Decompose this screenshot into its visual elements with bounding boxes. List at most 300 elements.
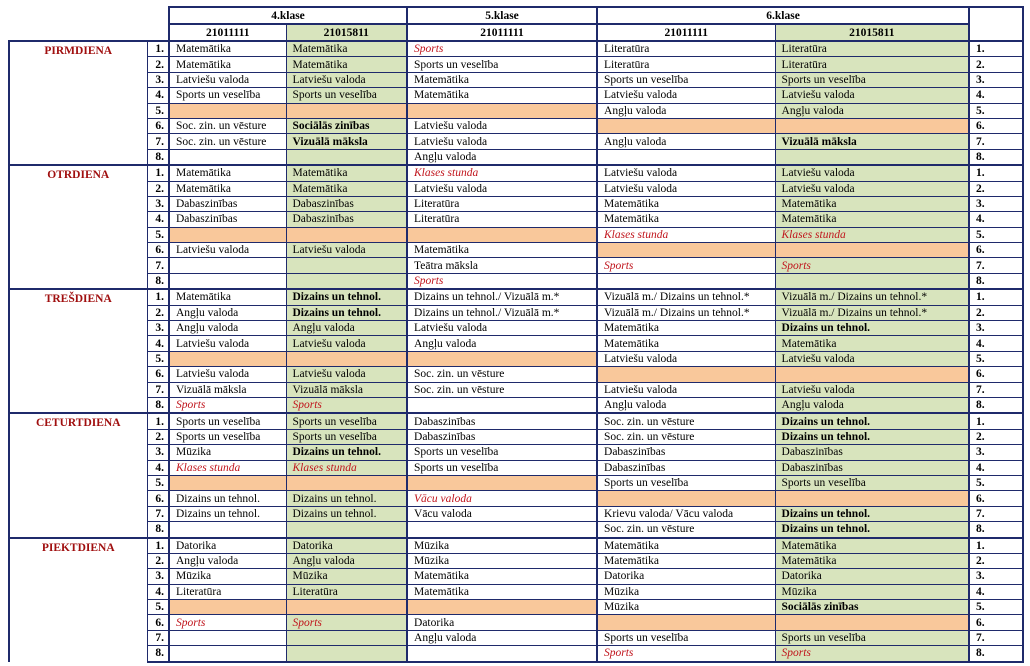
- lesson-cell: [286, 600, 407, 615]
- lesson-cell: [286, 305, 407, 320]
- lesson-cell: Matemātika: [775, 212, 969, 227]
- lesson-cell: Mūzika: [286, 569, 407, 584]
- lesson-number-right: 4.: [969, 88, 1023, 103]
- lesson-cell: Angļu valoda: [597, 103, 775, 118]
- lesson-row: [9, 646, 1023, 662]
- lesson-number-right: 1.: [969, 413, 1023, 429]
- lesson-cell: [286, 258, 407, 273]
- lesson-number-right: 4.: [969, 336, 1023, 351]
- lesson-cell: Dabaszinības: [775, 445, 969, 460]
- lesson-number-right: 5.: [969, 475, 1023, 490]
- lesson-row: [9, 41, 1023, 57]
- lesson-cell: Matemātika: [597, 196, 775, 211]
- bold-subject: Dizains un tehnol.: [781, 430, 871, 443]
- lesson-cell: Dizains un tehnol.: [169, 506, 286, 521]
- lesson-cell: Angļu valoda: [169, 305, 286, 320]
- lesson-cell: Vizuālā māksla: [169, 382, 286, 397]
- lesson-cell: Dabaszinības: [597, 460, 775, 475]
- lesson-number-right: 2.: [969, 429, 1023, 444]
- lesson-row: [9, 134, 1023, 149]
- lesson-cell: Literatūra: [407, 212, 597, 227]
- bold-subject: Dizains un tehnol.: [781, 415, 871, 428]
- lesson-row: [9, 273, 1023, 289]
- lesson-number-right: 1.: [969, 289, 1023, 305]
- lesson-number-right: 3.: [969, 445, 1023, 460]
- lesson-cell: Latviešu valoda: [407, 118, 597, 133]
- lesson-cell: Latviešu valoda: [775, 165, 969, 181]
- lesson-cell: Sports un veselība: [597, 630, 775, 645]
- lesson-number: 2.: [147, 57, 169, 72]
- lesson-number: 6.: [147, 118, 169, 133]
- lesson-cell: Latviešu valoda: [597, 165, 775, 181]
- lesson-cell: Matemātika: [775, 196, 969, 211]
- lesson-cell: Angļu valoda: [407, 149, 597, 165]
- lesson-cell: [775, 522, 969, 538]
- lesson-number: 2.: [147, 429, 169, 444]
- lesson-cell: Matemātika: [775, 538, 969, 554]
- lesson-number-right: 1.: [969, 165, 1023, 181]
- lesson-cell: Sports un veselība: [775, 72, 969, 87]
- lesson-number-right: 7.: [969, 506, 1023, 521]
- lesson-cell: [775, 491, 969, 506]
- lesson-cell: [169, 600, 286, 615]
- header-spacer: [9, 7, 147, 24]
- lesson-cell: [597, 367, 775, 382]
- lesson-cell: Matemātika: [597, 336, 775, 351]
- lesson-cell: Matemātika: [775, 553, 969, 568]
- lesson-row: [9, 57, 1023, 72]
- lesson-cell: Sports un veselība: [775, 630, 969, 645]
- lesson-number: 8.: [147, 149, 169, 165]
- lesson-cell: Literatūra: [407, 196, 597, 211]
- lesson-number-right: 1.: [969, 538, 1023, 554]
- lesson-cell: Vācu valoda: [407, 506, 597, 521]
- lesson-number-right: 2.: [969, 305, 1023, 320]
- lesson-row: [9, 491, 1023, 506]
- lesson-cell: [407, 165, 597, 181]
- lesson-cell: Soc. zin. un vēsture: [169, 134, 286, 149]
- lesson-cell: [169, 522, 286, 538]
- highlighted-subject: Sports: [176, 399, 206, 412]
- lesson-cell: [775, 367, 969, 382]
- lesson-cell: Teātra māksla: [407, 258, 597, 273]
- lesson-cell: [286, 615, 407, 630]
- lesson-number-right: 6.: [969, 367, 1023, 382]
- lesson-cell: [407, 273, 597, 289]
- lesson-row: [9, 460, 1023, 475]
- lesson-cell: Latviešu valoda: [597, 181, 775, 196]
- bold-subject: Dizains un tehnol.: [781, 322, 871, 335]
- lesson-number-right: 4.: [969, 460, 1023, 475]
- lesson-number: 5.: [147, 600, 169, 615]
- bold-subject: Vizuālā māksla: [781, 135, 857, 148]
- lesson-cell: Matemātika: [169, 181, 286, 196]
- lesson-cell: Sports un veselība: [775, 475, 969, 490]
- lesson-cell: Dizains un tehnol.: [286, 506, 407, 521]
- lesson-cell: Literatūra: [169, 584, 286, 599]
- lesson-cell: [775, 321, 969, 336]
- lesson-cell: [597, 615, 775, 630]
- class-4-header: 4.klase: [169, 7, 407, 24]
- lesson-number: 5.: [147, 103, 169, 118]
- lesson-number-right: 7.: [969, 382, 1023, 397]
- lesson-cell: Latviešu valoda: [286, 72, 407, 87]
- lesson-row: [9, 258, 1023, 273]
- lesson-number: 3.: [147, 196, 169, 211]
- lesson-cell: Sports un veselība: [407, 57, 597, 72]
- lesson-cell: Matemātika: [597, 553, 775, 568]
- lesson-row: [9, 196, 1023, 211]
- lesson-cell: [169, 397, 286, 413]
- lesson-row: [9, 367, 1023, 382]
- lesson-cell: [286, 445, 407, 460]
- lesson-cell: [407, 41, 597, 57]
- lesson-cell: [286, 227, 407, 242]
- lesson-cell: [775, 149, 969, 165]
- lesson-number: 2.: [147, 181, 169, 196]
- lesson-cell: [775, 646, 969, 662]
- highlighted-subject: Vācu valoda: [414, 492, 472, 505]
- bold-subject: Dizains un tehnol.: [292, 291, 382, 304]
- lesson-cell: [169, 630, 286, 645]
- lesson-cell: [286, 646, 407, 662]
- lesson-row: [9, 382, 1023, 397]
- lesson-number-right: 8.: [969, 522, 1023, 538]
- highlighted-subject: Klases stunda: [292, 461, 357, 474]
- lesson-cell: Vizuālā m./ Dizains un tehnol.*: [775, 289, 969, 305]
- lesson-cell: Angļu valoda: [775, 103, 969, 118]
- lesson-cell: [169, 273, 286, 289]
- lesson-cell: [775, 506, 969, 521]
- lesson-number-right: 6.: [969, 118, 1023, 133]
- lesson-cell: [286, 103, 407, 118]
- lesson-cell: Latviešu valoda: [407, 134, 597, 149]
- lesson-cell: Sports un veselība: [286, 429, 407, 444]
- lesson-cell: Datorika: [407, 615, 597, 630]
- lesson-number: 8.: [147, 273, 169, 289]
- lesson-cell: Dabaszinības: [407, 413, 597, 429]
- lesson-cell: [286, 460, 407, 475]
- lesson-number: 1.: [147, 413, 169, 429]
- lesson-cell: Matemātika: [169, 57, 286, 72]
- lesson-cell: Matemātika: [597, 212, 775, 227]
- lesson-row: [9, 88, 1023, 103]
- lesson-cell: Angļu valoda: [775, 397, 969, 413]
- lesson-row: [9, 351, 1023, 366]
- lesson-number: 5.: [147, 475, 169, 490]
- lesson-number: 5.: [147, 351, 169, 366]
- lesson-row: [9, 522, 1023, 538]
- class-header-row: [9, 7, 1023, 24]
- lesson-number-right: 6.: [969, 615, 1023, 630]
- lesson-cell: Sports un veselība: [286, 88, 407, 103]
- lesson-number-right: 3.: [969, 569, 1023, 584]
- lesson-number-right: 3.: [969, 72, 1023, 87]
- bold-subject: Dizains un tehnol.: [292, 446, 382, 459]
- lesson-row: [9, 475, 1023, 490]
- schedule-table: [8, 6, 1022, 663]
- class-6-header: 6.klase: [597, 7, 969, 24]
- lesson-row: [9, 615, 1023, 630]
- lesson-cell: Soc. zin. un vēsture: [597, 429, 775, 444]
- lesson-cell: [775, 227, 969, 242]
- lesson-cell: [407, 475, 597, 490]
- timetable: [8, 6, 1024, 663]
- lesson-row: [9, 149, 1023, 165]
- highlighted-subject: Sports: [414, 275, 444, 288]
- lesson-cell: Matemātika: [169, 289, 286, 305]
- lesson-cell: Sports un veselība: [407, 460, 597, 475]
- lesson-number: 6.: [147, 491, 169, 506]
- lesson-cell: Matemātika: [169, 41, 286, 57]
- day-label: OTRDIENA: [9, 165, 147, 289]
- lesson-number: 7.: [147, 506, 169, 521]
- lesson-number: 4.: [147, 212, 169, 227]
- lesson-cell: [286, 273, 407, 289]
- lesson-cell: [286, 351, 407, 366]
- highlighted-subject: Sports: [781, 259, 811, 272]
- lesson-cell: Latviešu valoda: [169, 367, 286, 382]
- lesson-number: 3.: [147, 321, 169, 336]
- lesson-number: 4.: [147, 460, 169, 475]
- lesson-cell: Sports un veselība: [169, 88, 286, 103]
- lesson-row: [9, 397, 1023, 413]
- lesson-cell: Vizuālā māksla: [286, 382, 407, 397]
- highlighted-subject: Sports: [176, 616, 206, 629]
- highlighted-subject: Sports: [292, 616, 322, 629]
- lesson-cell: Angļu valoda: [286, 321, 407, 336]
- lesson-row: [9, 584, 1023, 599]
- lesson-cell: [407, 227, 597, 242]
- lesson-cell: [597, 227, 775, 242]
- highlighted-subject: Klases stunda: [176, 461, 241, 474]
- lesson-cell: Sports un veselība: [597, 72, 775, 87]
- lesson-cell: [775, 600, 969, 615]
- group-code-4a: 21011111: [169, 24, 286, 41]
- highlighted-subject: Sports: [414, 43, 444, 56]
- lesson-number-right: 2.: [969, 181, 1023, 196]
- lesson-cell: [407, 103, 597, 118]
- lesson-cell: Matemātika: [407, 72, 597, 87]
- lesson-cell: Dabaszinības: [169, 196, 286, 211]
- lesson-cell: Angļu valoda: [407, 630, 597, 645]
- day-label: PIEKTDIENA: [9, 538, 147, 662]
- lesson-cell: Sports un veselība: [169, 429, 286, 444]
- lesson-cell: [597, 273, 775, 289]
- lesson-row: [9, 538, 1023, 554]
- lesson-row: [9, 630, 1023, 645]
- lesson-cell: Latviešu valoda: [286, 336, 407, 351]
- lesson-cell: [169, 615, 286, 630]
- lesson-number: 8.: [147, 522, 169, 538]
- lesson-number: 1.: [147, 538, 169, 554]
- lesson-cell: [286, 289, 407, 305]
- lesson-cell: Dabaszinības: [286, 196, 407, 211]
- lesson-row: [9, 305, 1023, 320]
- lesson-cell: Matemātika: [597, 538, 775, 554]
- lesson-cell: [775, 243, 969, 258]
- lesson-number: 8.: [147, 397, 169, 413]
- lesson-cell: Matemātika: [407, 243, 597, 258]
- lesson-number: 6.: [147, 243, 169, 258]
- lesson-cell: Latviešu valoda: [775, 181, 969, 196]
- highlighted-subject: Sports: [781, 647, 811, 660]
- lesson-cell: [286, 475, 407, 490]
- lesson-cell: Datorika: [775, 569, 969, 584]
- lesson-number-right: 8.: [969, 273, 1023, 289]
- lesson-number: 5.: [147, 227, 169, 242]
- lesson-cell: [775, 118, 969, 133]
- lesson-row: [9, 103, 1023, 118]
- lesson-cell: [286, 397, 407, 413]
- lesson-number-right: 7.: [969, 134, 1023, 149]
- lesson-cell: [286, 149, 407, 165]
- lesson-cell: [407, 600, 597, 615]
- lesson-row: [9, 506, 1023, 521]
- lesson-cell: Angļu valoda: [169, 553, 286, 568]
- lesson-number-right: 5.: [969, 600, 1023, 615]
- lesson-cell: Latviešu valoda: [169, 243, 286, 258]
- lesson-cell: Mūzika: [407, 538, 597, 554]
- lesson-cell: Latviešu valoda: [169, 72, 286, 87]
- lesson-number: 7.: [147, 630, 169, 645]
- lesson-cell: Dizains un tehnol.: [286, 491, 407, 506]
- lesson-cell: Latviešu valoda: [597, 88, 775, 103]
- lesson-cell: Matemātika: [169, 165, 286, 181]
- highlighted-subject: Sports: [604, 647, 634, 660]
- lesson-cell: Datorika: [286, 538, 407, 554]
- lesson-cell: Literatūra: [597, 57, 775, 72]
- lesson-cell: [407, 522, 597, 538]
- lesson-cell: Matemātika: [407, 584, 597, 599]
- lesson-cell: Dabaszinības: [597, 445, 775, 460]
- lesson-row: [9, 321, 1023, 336]
- lesson-cell: Mūzika: [169, 445, 286, 460]
- header-spacer: [147, 24, 169, 41]
- lesson-cell: Datorika: [597, 569, 775, 584]
- lesson-number: 3.: [147, 445, 169, 460]
- bold-subject: Sociālās zinības: [292, 120, 370, 133]
- lesson-number-right: 3.: [969, 196, 1023, 211]
- lesson-number-right: 8.: [969, 397, 1023, 413]
- lesson-number-right: 8.: [969, 149, 1023, 165]
- lesson-cell: [286, 118, 407, 133]
- lesson-cell: [775, 134, 969, 149]
- lesson-cell: Mūzika: [169, 569, 286, 584]
- group-code-5: 21011111: [407, 24, 597, 41]
- lesson-cell: Vizuālā m./ Dizains un tehnol.*: [597, 305, 775, 320]
- day-label: CETURTDIENA: [9, 413, 147, 537]
- lesson-cell: Mūzika: [597, 584, 775, 599]
- lesson-number: 1.: [147, 165, 169, 181]
- lesson-cell: [286, 630, 407, 645]
- lesson-cell: Dizains un tehnol.: [169, 491, 286, 506]
- lesson-row: [9, 569, 1023, 584]
- lesson-number: 7.: [147, 382, 169, 397]
- lesson-cell: Literatūra: [286, 584, 407, 599]
- lesson-cell: Matemātika: [286, 165, 407, 181]
- highlighted-subject: Klases stunda: [414, 167, 479, 180]
- lesson-cell: Latviešu valoda: [597, 351, 775, 366]
- lesson-cell: [407, 646, 597, 662]
- group-code-6b: 21015811: [775, 24, 969, 41]
- lesson-cell: Krievu valoda/ Vācu valoda: [597, 506, 775, 521]
- lesson-cell: Angļu valoda: [597, 397, 775, 413]
- lesson-cell: [169, 460, 286, 475]
- lesson-number: 1.: [147, 41, 169, 57]
- lesson-cell: Mūzika: [597, 600, 775, 615]
- lesson-cell: Vizuālā m./ Dizains un tehnol.*: [775, 305, 969, 320]
- lesson-number-right: 5.: [969, 227, 1023, 242]
- lesson-cell: Latviešu valoda: [286, 367, 407, 382]
- lesson-cell: Dabaszinības: [169, 212, 286, 227]
- code-header-row: [9, 24, 1023, 41]
- lesson-cell: Latviešu valoda: [775, 351, 969, 366]
- lesson-cell: Latviešu valoda: [286, 243, 407, 258]
- bold-subject: Vizuālā māksla: [292, 135, 368, 148]
- lesson-cell: Soc. zin. un vēsture: [597, 413, 775, 429]
- lesson-number: 6.: [147, 367, 169, 382]
- lesson-cell: [286, 522, 407, 538]
- lesson-cell: Latviešu valoda: [775, 88, 969, 103]
- bold-subject: Dizains un tehnol.: [781, 507, 871, 520]
- lesson-cell: Soc. zin. un vēsture: [169, 118, 286, 133]
- lesson-cell: [169, 258, 286, 273]
- lesson-cell: Dizains un tehnol./ Vizuālā m.*: [407, 305, 597, 320]
- lesson-row: [9, 181, 1023, 196]
- lesson-row: [9, 165, 1023, 181]
- lesson-number: 4.: [147, 584, 169, 599]
- header-spacer: [147, 7, 169, 24]
- highlighted-subject: Klases stunda: [781, 228, 846, 241]
- lesson-row: [9, 243, 1023, 258]
- lesson-cell: [597, 118, 775, 133]
- lesson-cell: Dabaszinības: [286, 212, 407, 227]
- lesson-cell: [169, 646, 286, 662]
- lesson-row: [9, 429, 1023, 444]
- lesson-number: 6.: [147, 615, 169, 630]
- lesson-number-right: 7.: [969, 258, 1023, 273]
- lesson-cell: [597, 646, 775, 662]
- lesson-cell: [597, 258, 775, 273]
- lesson-cell: Angļu valoda: [169, 321, 286, 336]
- lesson-cell: Dabaszinības: [775, 460, 969, 475]
- lesson-cell: [407, 491, 597, 506]
- group-code-4b: 21015811: [286, 24, 407, 41]
- lesson-cell: Sports un veselība: [597, 475, 775, 490]
- lesson-cell: [597, 491, 775, 506]
- lesson-cell: [775, 273, 969, 289]
- lesson-cell: [169, 227, 286, 242]
- lesson-cell: Angļu valoda: [597, 134, 775, 149]
- lesson-cell: Soc. zin. un vēsture: [407, 382, 597, 397]
- lesson-cell: [775, 615, 969, 630]
- lesson-cell: Sports un veselība: [407, 445, 597, 460]
- lesson-number-right: 7.: [969, 630, 1023, 645]
- lesson-cell: [775, 429, 969, 444]
- lesson-row: [9, 553, 1023, 568]
- lesson-row: [9, 413, 1023, 429]
- lesson-cell: Sports un veselība: [169, 413, 286, 429]
- lesson-cell: Angļu valoda: [286, 553, 407, 568]
- lesson-cell: Dizains un tehnol./ Vizuālā m.*: [407, 289, 597, 305]
- highlighted-subject: Sports: [292, 399, 322, 412]
- lesson-cell: Mūzika: [775, 584, 969, 599]
- lesson-cell: [407, 397, 597, 413]
- lesson-cell: Latviešu valoda: [597, 382, 775, 397]
- header-corner-cell: [969, 7, 1023, 41]
- bold-subject: Dizains un tehnol.: [292, 306, 382, 319]
